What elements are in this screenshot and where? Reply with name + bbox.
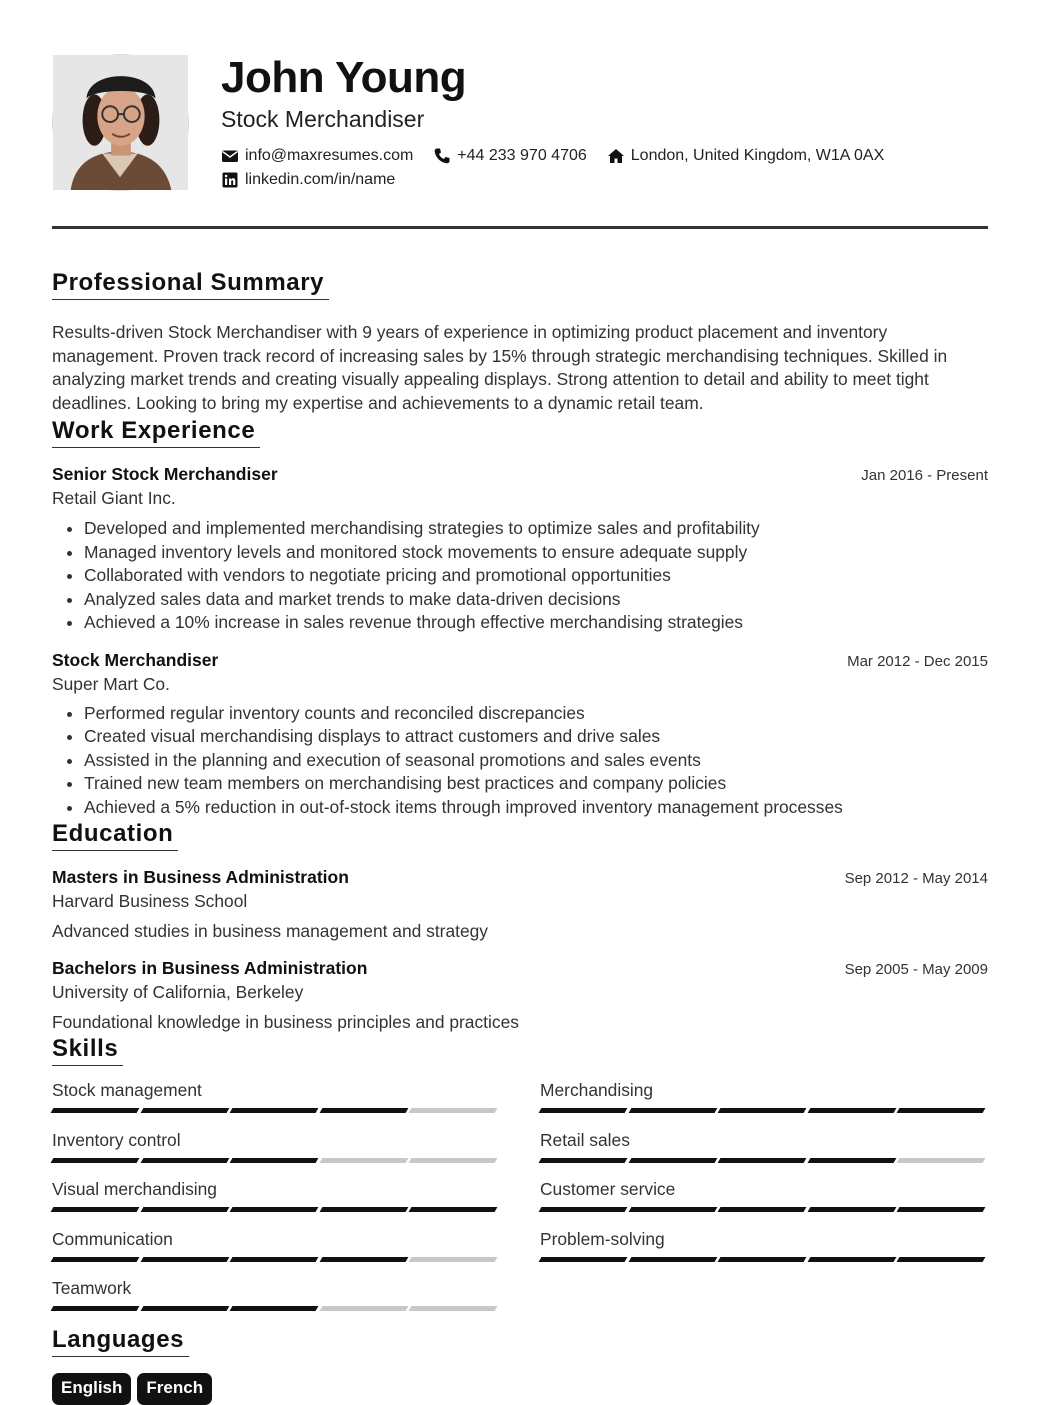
skill-segment-empty — [409, 1306, 497, 1311]
skill-segment-empty — [319, 1306, 407, 1311]
skill-level-bar — [540, 1158, 988, 1163]
skill-item — [540, 1079, 988, 1129]
skill-level-bar — [52, 1158, 500, 1163]
skill-segment-empty — [409, 1158, 497, 1163]
location-contact — [607, 145, 885, 167]
skill-segment-filled — [539, 1158, 627, 1163]
education-description: Foundational knowledge in business principles and practices — [52, 1012, 519, 1032]
skill-name: Visual merchandising — [52, 1179, 217, 1199]
contact-info — [221, 144, 904, 192]
person-portrait-icon — [53, 55, 188, 190]
skill-item — [52, 1079, 500, 1129]
skill-segment-filled — [539, 1108, 627, 1113]
resume-body — [52, 268, 988, 1405]
skill-item — [52, 1228, 500, 1278]
skill-level-bar — [540, 1257, 988, 1262]
skill-segment-filled — [807, 1207, 895, 1212]
education-entry — [52, 956, 988, 1034]
skill-segment-filled — [897, 1108, 985, 1113]
email-contact[interactable] — [221, 145, 413, 167]
profile-photo — [52, 54, 189, 191]
skill-segment-filled — [140, 1207, 228, 1212]
skill-item — [52, 1178, 500, 1228]
language-pill: French — [137, 1373, 212, 1405]
email-text: info@maxresumes.com — [245, 147, 414, 164]
header-divider — [52, 226, 988, 229]
linkedin-icon — [221, 171, 239, 189]
job-bullet: • Managed inventory levels and monitored stock movements to ensure adequate supply — [84, 541, 988, 565]
skill-level-bar — [540, 1108, 988, 1113]
education-entry — [52, 865, 988, 943]
skill-name: Retail sales — [540, 1129, 630, 1150]
linkedin-contact[interactable] — [221, 169, 395, 191]
skills-grid — [52, 1079, 988, 1327]
linkedin-text: linkedin.com/in/name — [245, 171, 396, 188]
skill-segment-filled — [409, 1207, 497, 1212]
skill-name: Teamwork — [52, 1278, 132, 1298]
resume-header — [52, 54, 988, 194]
experience-section — [52, 416, 988, 819]
job-bullet: • Created visual merchandising displays to attract customers and drive sales — [84, 725, 988, 749]
degree-name: Masters in Business Administration — [52, 867, 349, 887]
phone-contact[interactable] — [433, 145, 586, 167]
skill-item — [540, 1129, 988, 1179]
education-heading: Education — [52, 819, 178, 851]
languages-heading: Languages — [52, 1325, 189, 1357]
skill-segment-filled — [807, 1108, 895, 1113]
skill-segment-filled — [51, 1108, 139, 1113]
education-description: Advanced studies in business management and strategy — [52, 921, 488, 941]
skill-segment-filled — [230, 1158, 318, 1163]
skill-segment-filled — [230, 1108, 318, 1113]
skill-segment-filled — [319, 1207, 407, 1212]
candidate-name: John Young — [221, 53, 467, 102]
job-dates: Mar 2012 - Dec 2015 — [847, 652, 988, 670]
skill-segment-filled — [628, 1108, 716, 1113]
job-company: Super Mart Co. — [52, 673, 170, 694]
skill-segment-filled — [897, 1257, 985, 1262]
school-name: Harvard Business School — [52, 891, 248, 911]
skill-segment-filled — [140, 1158, 228, 1163]
skill-segment-filled — [718, 1257, 806, 1262]
degree-name: Bachelors in Business Administration — [52, 958, 368, 978]
skill-segment-filled — [807, 1257, 895, 1262]
skill-level-bar — [540, 1207, 988, 1212]
skill-name: Problem-solving — [540, 1228, 665, 1249]
skill-segment-filled — [230, 1257, 318, 1262]
skill-item — [52, 1277, 500, 1327]
skill-segment-filled — [807, 1158, 895, 1163]
summary-section — [52, 268, 988, 415]
job-bullet: • Performed regular inventory counts and reconciled discrepancies — [84, 702, 988, 726]
school-name: University of California, Berkeley — [52, 982, 304, 1002]
skill-segment-filled — [539, 1207, 627, 1212]
job-bullet: • Achieved a 10% increase in sales revenue through effective merchandising strategies — [84, 611, 988, 635]
languages-section — [52, 1325, 988, 1405]
skill-level-bar — [52, 1306, 500, 1311]
skill-segment-filled — [628, 1158, 716, 1163]
skill-segment-filled — [718, 1108, 806, 1113]
phone-icon — [433, 147, 451, 165]
skill-item — [540, 1178, 988, 1228]
job-bullets — [52, 517, 988, 635]
skill-segment-filled — [140, 1306, 228, 1311]
skill-segment-filled — [230, 1306, 318, 1311]
job-company: Retail Giant Inc. — [52, 488, 176, 508]
skill-name: Stock management — [52, 1080, 202, 1100]
job-entry — [52, 462, 988, 635]
skill-segment-filled — [51, 1158, 139, 1163]
skill-segment-filled — [897, 1207, 985, 1212]
skill-segment-empty — [319, 1158, 407, 1163]
skill-name: Merchandising — [540, 1080, 654, 1100]
skill-segment-filled — [539, 1257, 627, 1262]
skill-segment-filled — [230, 1207, 318, 1212]
skill-segment-empty — [409, 1257, 497, 1262]
job-dates: Jan 2016 - Present — [861, 467, 988, 484]
skill-segment-filled — [140, 1257, 228, 1262]
job-bullet: • Assisted in the planning and execution of seasonal promotions and sales events — [84, 749, 988, 773]
skills-heading: Skills — [52, 1034, 123, 1066]
skill-segment-empty — [897, 1158, 985, 1163]
candidate-title: Stock Merchandiser — [221, 106, 425, 132]
job-bullet: • Trained new team members on merchandising best practices and company policies — [84, 772, 988, 796]
skill-level-bar — [52, 1108, 500, 1113]
skills-section — [52, 1034, 988, 1327]
job-role: Senior Stock Merchandiser — [52, 464, 278, 484]
skill-segment-filled — [140, 1108, 228, 1113]
skill-segment-filled — [718, 1158, 806, 1163]
skill-segment-filled — [319, 1257, 407, 1262]
skill-level-bar — [52, 1207, 500, 1212]
skill-segment-filled — [718, 1207, 806, 1212]
education-dates: Sep 2012 - May 2014 — [844, 870, 988, 887]
job-entry — [52, 648, 988, 820]
skill-item — [52, 1129, 500, 1179]
home-icon — [607, 147, 625, 165]
skill-segment-filled — [628, 1207, 716, 1212]
job-bullet: • Analyzed sales data and market trends to make data-driven decisions — [84, 588, 988, 612]
skill-segment-filled — [51, 1207, 139, 1212]
summary-text: Results-driven Stock Merchandiser with 9 years of experience in optimizing product placement and inventory management. Proven track record of increasing sales by 15% through strategic merchandising techniques. Skilled in analyzing market trends and creating visually appealing displays. Strong attention to detail and ability to meet tight deadlines. Looking to bring my expertise and achievements to a dynamic retail team. — [52, 322, 948, 413]
skill-segment-empty — [409, 1108, 497, 1113]
phone-text: +44 233 970 4706 — [457, 147, 587, 164]
envelope-icon — [221, 147, 239, 165]
summary-heading: Professional Summary — [52, 268, 329, 300]
job-role: Stock Merchandiser — [52, 649, 219, 670]
education-section — [52, 819, 988, 1034]
skill-name: Communication — [52, 1228, 173, 1249]
skill-segment-filled — [51, 1257, 139, 1262]
language-pill: English — [52, 1373, 131, 1405]
job-bullets — [52, 702, 988, 820]
job-bullet: • Collaborated with vendors to negotiate pricing and promotional opportunities — [84, 564, 988, 588]
experience-heading: Work Experience — [52, 416, 260, 448]
location-text: London, United Kingdom, W1A 0AX — [630, 147, 885, 164]
education-dates: Sep 2005 - May 2009 — [844, 961, 988, 978]
skill-segment-filled — [628, 1257, 716, 1262]
language-list — [52, 1373, 988, 1405]
skill-level-bar — [52, 1257, 500, 1262]
skill-item — [540, 1228, 988, 1278]
job-bullet: • Developed and implemented merchandising strategies to optimize sales and profitability — [84, 517, 988, 541]
skill-segment-filled — [51, 1306, 139, 1311]
job-bullet: • Achieved a 5% reduction in out-of-stock items through improved inventory management processes — [84, 796, 988, 820]
skill-name: Customer service — [540, 1179, 676, 1199]
skill-segment-filled — [319, 1108, 407, 1113]
skill-name: Inventory control — [52, 1129, 181, 1150]
